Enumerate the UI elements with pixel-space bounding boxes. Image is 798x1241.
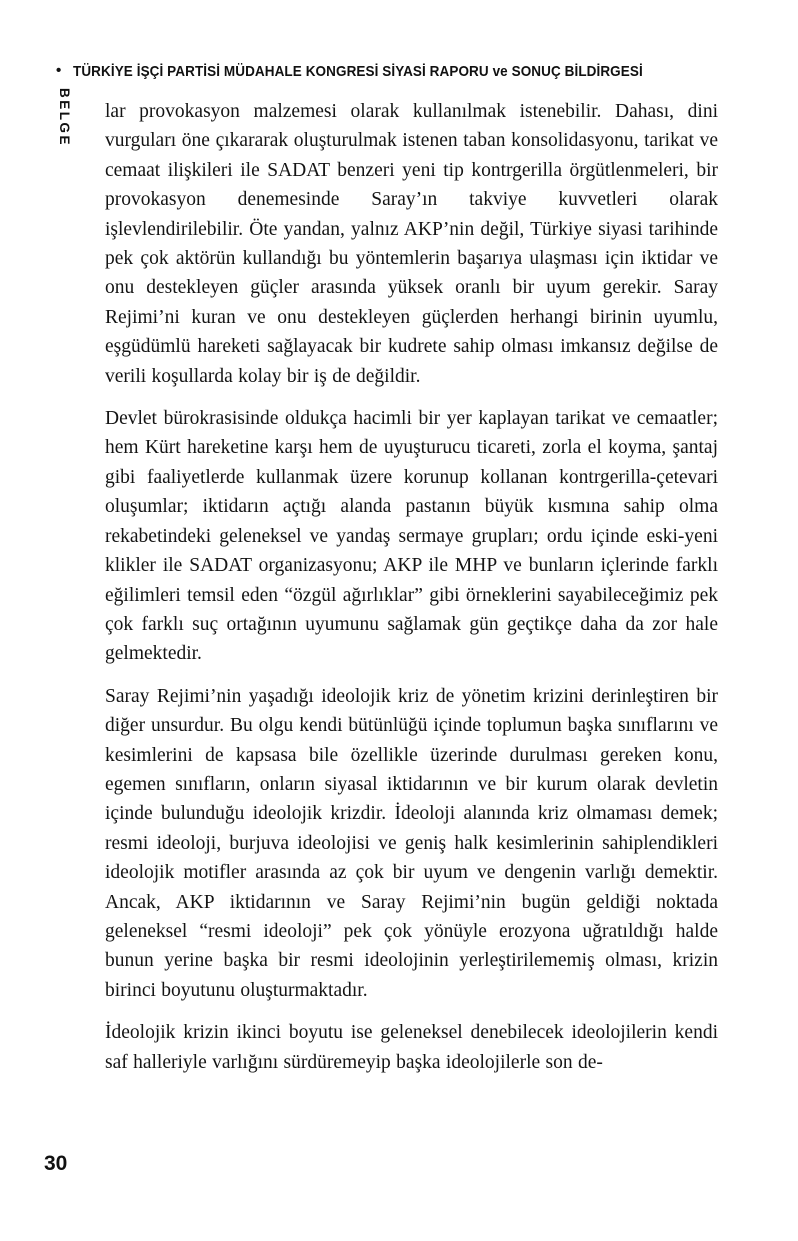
paragraph: Saray Rejimi’nin yaşadığı ideolojik kriz de yönetim krizini derinleştiren bir diğer unsurdur. Bu olgu kendi bütünlüğü içinde toplumun başka sınıflarını ve kesimlerini de kapsasa bile özellikle üzerinde durulması gereken konu, egemen sınıfların, onların siyasal iktidarının ve bir kurum olarak devletin içinde bulunduğu ideolojik krizdir. İdeoloji alanında kriz olmaması demek; resmi ideoloji, burjuva ideolojisi ve geniş halk kesimlerinin sahiplendikleri ideolojik motifler arasında az çok bir uyum ve dengenin varlığı demektir. Ancak, AKP iktidarının ve Saray Rejimi’nin bugün geldiği noktada geleneksel “resmi ideoloji” pek çok yönüyle erozyona uğratıldığı halde bunun yerine başka bir resmi ideolojinin yerleştirilememiş olması, krizin birinci boyutunu oluşturmaktadır. — [105, 685, 718, 1001]
side-label-belge: BELGE — [57, 88, 72, 148]
running-header — [56, 63, 758, 80]
body-text — [105, 97, 718, 1090]
header-title: TÜRKİYE İŞÇİ PARTİSİ MÜDAHALE KONGRESİ SİYASİ RAPORU ve SONUÇ BİLDİRGESİ — [73, 63, 644, 80]
paragraph: Devlet bürokrasisinde oldukça hacimli bir yer kaplayan tarikat ve cemaatler; hem Kürt hareketine karşı hem de uyuşturucu ticareti, zorla el koyma, şantaj gibi faaliyetlerde kullanmak üzere korunup kollanan kontrgerilla-çetevari oluşumlar; iktidarın açtığı alanda pastanın büyük kısmına sahip olma rekabetindeki geleneksel ve yandaş sermaye grupları; ordu içinde eski-yeni klikler ile SADAT organizasyonu; AKP ile MHP ve bunların içlerinde farklı eğilimleri temsil eden “özgül ağırlıklar” gibi örneklerini sayabileceğimiz pek çok farklı suç ortağının uyumunu sağlamak gün geçtikçe daha da zor hale gelmektedir. — [105, 408, 718, 665]
header-bullet: • — [56, 62, 62, 79]
page-number: 30 — [44, 1152, 68, 1175]
paragraph: lar provokasyon malzemesi olarak kullanılmak istenebilir. Dahası, dini vurguları öne çıkararak oluşturulmak istenen taban konsolidasyonu, tarikat ve cemaat ilişkileri ile SADAT benzeri yeni tip kontrgerilla örgütlenmeleri, bir provokasyon denemesinde Saray’ın takviye kuvvetleri olarak işlevlendirilebilir. Öte yandan, yalnız AKP’nin değil, Türkiye siyasi tarihinde pek çok aktörün kullandığı bu yöntemlerin başarıya ulaşması için iktidar ve onu destekleyen güçler arasında yüksek oranlı bir uyum gerekir. Saray Rejimi’ni kuran ve onu destekleyen güçlerden herhangi birinin uyumlu, eşgüdümlü hareketi sağlayacak bir kudrete sahip olması imkansız değilse de verili koşullarda kolay bir iş de değildir. — [105, 101, 718, 387]
paragraph: İdeolojik krizin ikinci boyutu ise geleneksel denebilecek ideolojilerin kendi saf halleriyle varlığını sürdüremeyip başka ideolojilerle son de- — [105, 1022, 718, 1073]
